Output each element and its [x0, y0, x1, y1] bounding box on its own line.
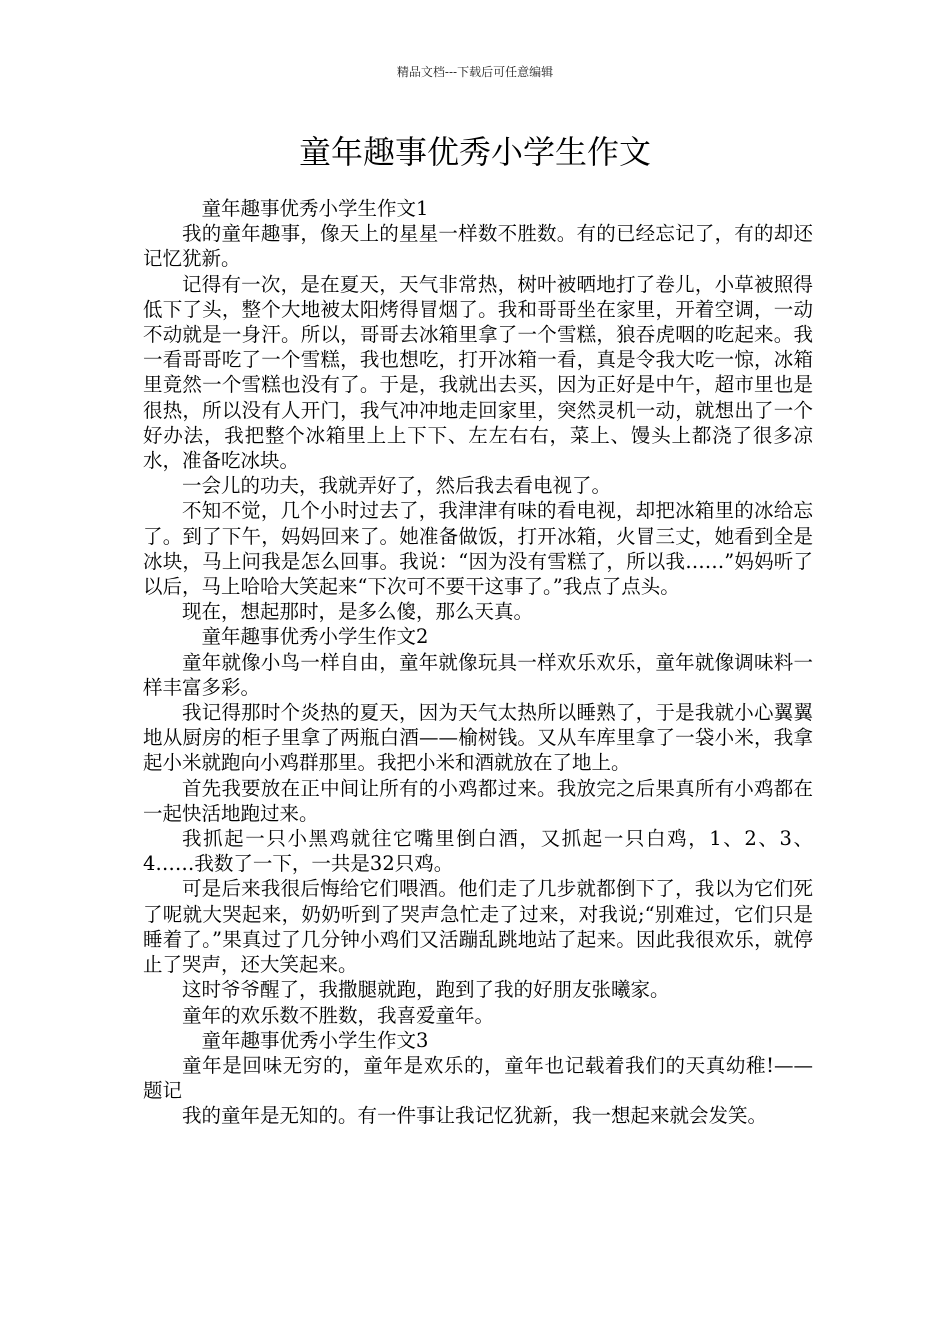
- document-title: 童年趣事优秀小学生作文: [298, 133, 651, 171]
- paragraph: 我记得那时个炎热的夏天，因为天气太热所以睡熟了，于是我就小心翼翼地从厨房的柜子里拿了两瓶白酒——榆树钱。又从车库里拿了一袋小米，我拿起小米就跑向小鸡群那里。我把小米和酒就放在了地上。: [143, 701, 813, 775]
- paragraph: 首先我要放在正中间让所有的小鸡都过来。我放完之后果真所有小鸡都在一起快活地跑过来。: [143, 776, 813, 825]
- section-heading: 童年趣事优秀小学生作文3: [201, 1028, 429, 1052]
- paragraph: 我的童年趣事，像天上的星星一样数不胜数。有的已经忘记了，有的却还记忆犹新。: [143, 222, 813, 271]
- paragraph: 不知不觉，几个小时过去了，我津津有味的看电视，却把冰箱里的冰给忘了。到了下午，妈妈回来了。她准备做饭，打开冰箱，火冒三丈，她看到全是冰块，马上问我是怎么回事。我说：“因为没有雪糕了，所以我……”妈妈听了以后，马上哈哈大笑起来“下次可不要干这事了。”我点了点头。: [143, 499, 813, 599]
- paragraph: 童年就像小鸟一样自由，童年就像玩具一样欢乐欢乐，童年就像调味料一样丰富多彩。: [143, 650, 813, 699]
- section-heading: 童年趣事优秀小学生作文2: [201, 625, 429, 649]
- paragraph: 我抓起一只小黑鸡就往它嘴里倒白酒，又抓起一只白鸡，1、2、3、4……我数了一下，一共是32只鸡。: [143, 827, 813, 876]
- paragraph: 一会儿的功夫，我就弄好了，然后我去看电视了。: [182, 474, 612, 498]
- document-body: [143, 196, 813, 1129]
- paragraph: 童年的欢乐数不胜数，我喜爱童年。: [182, 1003, 495, 1027]
- section-heading: 童年趣事优秀小学生作文1: [201, 197, 429, 220]
- header-note: 精品文档---下载后可任意编辑: [396, 65, 554, 79]
- paragraph: 我的童年是无知的。有一件事让我记忆犹新，我一想起来就会发笑。: [182, 1104, 768, 1128]
- paragraph: 这时爷爷醒了，我撒腿就跑，跑到了我的好朋友张曦家。: [182, 978, 670, 1002]
- paragraph: 现在，想起那时，是多么傻，那么天真。: [182, 600, 534, 624]
- paragraph: 童年是回味无穷的，童年是欢乐的，童年也记载着我们的天真幼稚!——题记: [143, 1053, 813, 1103]
- paragraph: 可是后来我很后悔给它们喂酒。他们走了几步就都倒下了，我以为它们死了呢就大哭起来，奶奶听到了哭声急忙走了过来，对我说;“别难过，它们只是睡着了。”果真过了几分钟小鸡们又活蹦乱跳地站了起来。因此我很欢乐，就停止了哭声，还大笑起来。: [143, 877, 813, 977]
- paragraph: 记得有一次，是在夏天，天气非常热，树叶被晒地打了卷儿，小草被照得低下了头，整个大地被太阳烤得冒烟了。我和哥哥坐在家里，开着空调，一动不动就是一身汗。所以，哥哥去冰箱里拿了一个雪糕，狼吞虎咽的吃起来。我一看哥哥吃了一个雪糕，我也想吃，打开冰箱一看，真是令我大吃一惊，冰箱里竟然一个雪糕也没有了。于是，我就出去买，因为正好是中午，超市里也是很热，所以没有人开门，我气冲冲地走回家里，突然灵机一动，就想出了一个好办法，我把整个冰箱里上上下下、左左右右，菜上、馒头上都浇了很多凉水，准备吃冰块。: [143, 272, 813, 473]
